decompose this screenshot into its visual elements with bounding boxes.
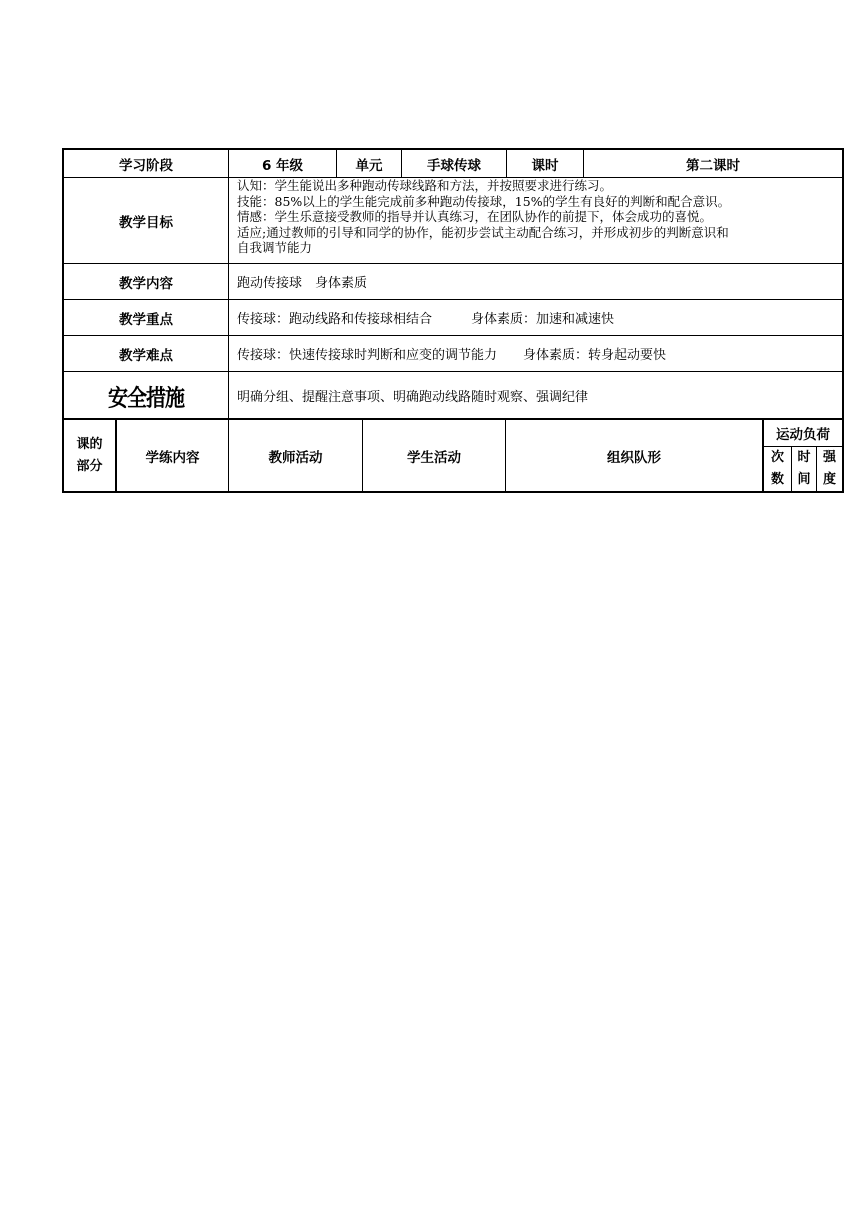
unit-value: 手球传球 xyxy=(427,157,481,174)
time-line2: 间 xyxy=(797,472,811,487)
difficulties-prefix: 传接球： xyxy=(237,348,290,363)
safety-text: 明确分组、提醒注意事项、明确跑动线路随时观察、强调纪律 xyxy=(237,389,589,405)
difficulties-gap xyxy=(497,344,523,363)
stage-label: 学习阶段 xyxy=(119,157,173,174)
unit-label: 单元 xyxy=(355,157,383,174)
count-line2: 数 xyxy=(770,472,784,487)
intensity-header xyxy=(817,447,842,491)
practice-content-header: 学练内容 xyxy=(145,449,200,466)
time-line1: 时 xyxy=(797,450,811,465)
goal-cognition: 认知：学生能说出多种跑动传球线路和方法，并按照要求进行练习。 xyxy=(237,178,613,193)
key-points-text xyxy=(229,300,842,335)
difficulties-label: 教学难点 xyxy=(119,347,173,364)
formation-header: 组织队形 xyxy=(607,449,661,466)
lesson-part-line2: 部分 xyxy=(76,458,103,474)
content-text: 跑动传接球 身体素质 xyxy=(237,276,368,291)
exercise-load-header: 运动负荷 xyxy=(776,427,830,443)
key-points-extra: 身体素质：加速和减速快 xyxy=(471,312,615,327)
safety-label: 安全措施 xyxy=(108,382,184,411)
lesson-plan-table xyxy=(62,148,844,493)
difficulties-main: 快速传接球时判断和应变的调节能力 xyxy=(289,348,498,363)
intensity-line2: 度 xyxy=(822,472,836,487)
grade-value: 6 年级 xyxy=(261,157,304,174)
time-header xyxy=(792,447,816,491)
difficulties-text xyxy=(229,336,842,371)
key-points-main: 跑动线路和传接球相结合 xyxy=(289,312,433,327)
lesson-value: 第二课时 xyxy=(686,157,740,174)
count-line1: 次 xyxy=(770,450,784,465)
safety-label-cell xyxy=(64,372,228,418)
difficulties-extra: 身体素质：转身起动要快 xyxy=(523,348,667,363)
student-activity-header: 学生活动 xyxy=(407,449,461,466)
goals-text xyxy=(229,178,842,263)
count-header xyxy=(764,447,791,491)
goal-emotion: 情感：学生乐意接受教师的指导并认真练习，在团队协作的前提下，体会成功的喜悦。 xyxy=(237,209,713,224)
lesson-label: 课时 xyxy=(531,157,559,174)
content-label: 教学内容 xyxy=(119,275,173,292)
goal-skill: 技能：85%以上的学生能完成前多种跑动传接球，15%的学生有良好的判断和配合意识。 xyxy=(237,193,731,209)
teacher-activity-header: 教师活动 xyxy=(268,449,323,466)
intensity-line1: 强 xyxy=(822,450,836,465)
goal-adaptation: 适应;通过教师的引导和同学的协作，能初步尝试主动配合练习，并形成初步的判断意识和 xyxy=(237,224,729,240)
key-points-label: 教学重点 xyxy=(119,311,173,328)
lesson-part-header xyxy=(64,420,115,491)
goal-adaptation-cont: 自我调节能力 xyxy=(237,240,313,255)
key-points-prefix: 传接球： xyxy=(237,312,290,327)
key-points-gap xyxy=(432,308,471,327)
goals-label: 教学目标 xyxy=(119,214,173,231)
lesson-part-line1: 课的 xyxy=(76,436,103,452)
